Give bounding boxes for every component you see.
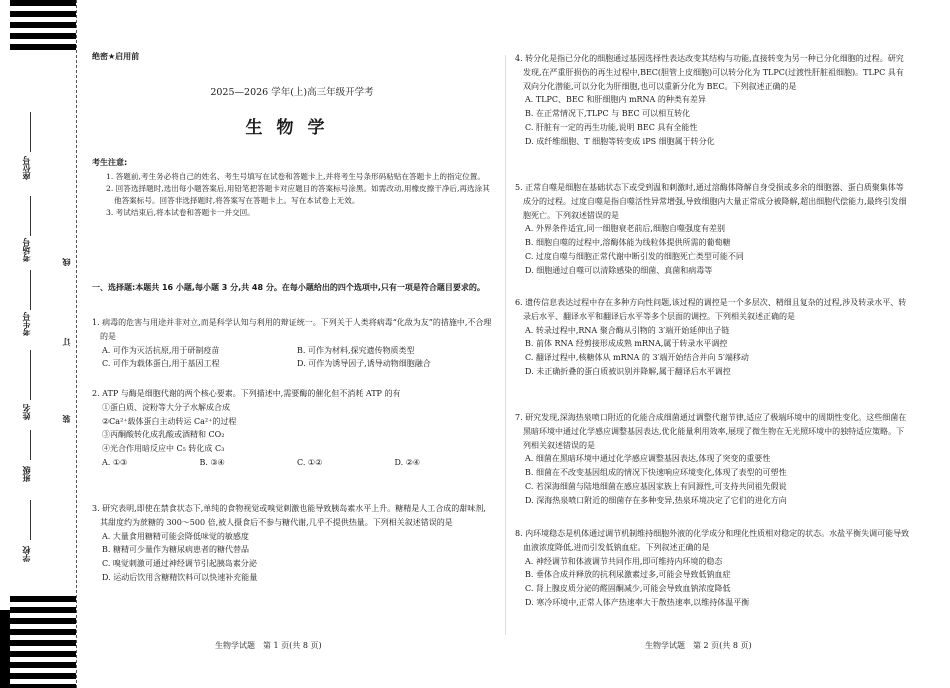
room-line (30, 196, 31, 236)
option-c: C. 翻译过程中,核糖体从 mRNA 的 3′端开始结合并向 5′端移动 (525, 353, 749, 362)
option-d: D. 深海热泉喷口附近的细菌存在多种变异,热泉环境决定了它们的进化方向 (525, 495, 787, 505)
option-a: A. 大量食用糖精可能会降低味觉的敏感度 (102, 531, 249, 541)
option-b: B. 在正常情况下,TLPC 与 BEC 可以相互转化 (525, 109, 691, 118)
option-b: B. 细菌在不改变基因组成的情况下快速响应环境变化,体现了表型的可塑性 (525, 468, 787, 477)
option-c: C. ①② (297, 457, 323, 467)
option-d: D. 成纤维细胞、T 细胞等转变成 iPS 细胞属于转分化 (525, 136, 715, 146)
cut-line (76, 0, 77, 688)
question-3 (92, 502, 492, 585)
binding-strip (0, 0, 80, 688)
statement-4: ④光合作用暗反应中 C₅ 转化成 C₃ (102, 444, 225, 453)
question-6 (515, 296, 910, 379)
bind-ding: 订 (62, 338, 71, 346)
section-heading: 一、选择题:本题共 16 小题,每小题 3 分,共 48 分。在每小题给出的四个选项中,只有一项是符合题目要求的。 (92, 283, 485, 292)
footer-page-1: 生物学试题 第 1 页(共 8 页) (215, 641, 322, 650)
column-separator (505, 55, 506, 635)
option-a: A. TLPC、BEC 和肝细胞内 mRNA 的种类有差异 (525, 95, 706, 105)
name-line (30, 350, 31, 400)
seat-label: 座位号 (22, 156, 31, 180)
option-c: C. 过度自噬与细胞正常代谢中断引发的细胞死亡类型可能不同 (525, 251, 744, 261)
seat-line (30, 112, 31, 152)
question-stem: 6. 遗传信息表达过程中存在多种方向性问题,该过程的调控是一个多层次、精细且复杂的过程,涉及转录水平、转录后水平、翻译水平和翻译后水平等多个层面的调控。下列相关叙述正确的是 (515, 298, 907, 321)
option-c: C. 肾上腺皮质分泌的醛固酮减少,可能会导致血钠浓度降低 (525, 584, 731, 593)
secret-label: 绝密★启用前 (92, 52, 140, 61)
footer-page-2: 生物学试题 第 2 页(共 8 页) (645, 641, 752, 650)
question-stem: 5. 正常自噬是细胞在基础状态下或受到温和刺激时,通过溶酶体降解自身受损或多余的细胞器、蛋白质聚集体等成分的过程。过度自噬是指自噬活性异常增强,导致细胞内大量正常成分被降解,超出细胞代偿能力,最终引发细胞死亡。下列叙述错误的是 (515, 183, 907, 220)
option-d: D. 寒冷环境中,正常人体产热速率大于散热速率,以维持体温平衡 (525, 597, 750, 607)
option-d: D. 可作为诱导因子,诱导动物细胞融合 (297, 359, 431, 369)
school-label: 学校 (22, 546, 31, 562)
name-label: 姓名 (22, 404, 31, 420)
note-item: 2. 回答选择题时,选出每小题答案后,用铅笔把答题卡对应题目的答案标号涂黑。如需改动,用橡皮擦干净后,再选涂其他答案标号。回答非选择题时,将答案写在答题卡上。写在本试卷上无效。 (106, 184, 490, 205)
note-item: 3. 考试结束后,将本试卷和答题卡一并交回。 (106, 207, 255, 217)
bind-xian: 线 (62, 258, 71, 266)
option-c: C. 肝脏有一定的再生功能,说明 BEC 具有全能性 (525, 122, 698, 132)
option-b: B. 垂体合成并释放的抗利尿激素过多,可能会导致低钠血症 (525, 570, 731, 580)
option-a: A. 可作为灭活抗原,用于研制疫苗 (102, 345, 220, 355)
statement-1: ①蛋白质、淀粉等大分子水解成合成 (102, 402, 230, 412)
exam-title: 2025—2026 学年(上)高三年级开学考 (210, 87, 374, 98)
question-4 (515, 52, 910, 148)
black-block (0, 610, 10, 688)
option-b: B. ③④ (199, 457, 225, 467)
option-d: D. ②④ (394, 457, 421, 467)
option-c: C. 嗅觉刺激可通过神经调节引起胰岛素分泌 (102, 559, 257, 568)
question-stem: 4. 转分化是指已分化的细胞通过基因选择性表达改变其结构与功能,直接转变为另一种已分化细胞的过程。研究发现,在严重肝损伤的再生过程中,BEC(胆管上皮细胞)可以转分化为 TLPC(过渡性肝脏祖细胞)。TLPC 具有双向分化潜能,可以分化为肝细胞,也可以重新分化为 BEC。下列叙述正确的是 (515, 54, 904, 91)
exam-no-label: 考生号 (22, 312, 31, 336)
option-c: C. 若深海细菌与陆地细菌在感应基因家族上有同源性,可支持共同祖先假说 (525, 481, 787, 491)
class-line (30, 430, 31, 460)
option-a: A. 神经调节和体液调节共同作用,即可维持内环境的稳态 (525, 556, 723, 566)
question-stem: 7. 研究发现,深海热泉喷口附近的化能合成细菌通过调整代谢节律,适应了极端环境中的周期性变化。这些细菌在黑暗环境中通过化学感应调整基因表达,优化能量利用效率,展现了微生物在无光照环境中的独特适应策略。下列相关叙述错误的是 (515, 413, 907, 450)
option-d: D. 未正确折叠的蛋白质被识别并降解,属于翻译后水平调控 (525, 366, 731, 376)
option-b: B. 细胞自噬的过程中,溶酶体能为线粒体提供所需的葡萄糖 (525, 238, 731, 247)
barcode-top (10, 0, 76, 50)
statement-3: ③丙酮酸转化成乳酸或酒精和 CO₂ (102, 430, 225, 440)
question-8 (515, 527, 910, 610)
option-d: D. 细胞通过自噬可以清除感染的细菌、真菌和病毒等 (525, 265, 713, 275)
question-stem: 2. ATP 与酶是细胞代谢的两个核心要素。下列描述中,需要酶的催化但不消耗 ATP 的有 (92, 389, 401, 398)
question-stem: 8. 内环境稳态是机体通过调节机制维持细胞外液的化学成分和理化性质相对稳定的状态。水盐平衡失调可能导致血液浓度降低,进而引发低钠血症。下列叙述正确的是 (515, 529, 910, 552)
school-line (30, 500, 31, 540)
bind-zhuang: 装 (62, 415, 71, 423)
question-1 (92, 316, 492, 371)
option-a: A. 细菌在黑暗环境中通过化学感应调整基因表达,体现了突变的重要性 (525, 454, 771, 464)
option-b: B. 可作为材料,探究遗传物质类型 (297, 345, 415, 355)
notes-block (92, 158, 492, 219)
question-stem: 3. 研究表明,即使在禁食状态下,单纯的食物视觉或嗅觉刺激也能导致胰岛素水平上升。糖精是人工合成的甜味剂,其甜度约为蔗糖的 300～500 倍,被人摄食后不参与糖代谢,几乎不提供热量。下列相关叙述错误的是 (92, 504, 486, 527)
option-a: A. 外界条件适宜,同一细胞衰老前后,细胞自噬强度有差别 (525, 224, 725, 234)
notes-heading: 考生注意: (92, 158, 128, 167)
exam-no-line (30, 270, 31, 310)
question-5 (515, 181, 910, 277)
option-b: B. 糖精可少量作为糖尿病患者的糖代替品 (102, 545, 249, 555)
subject-title: 生物学 (245, 118, 339, 138)
option-a: A. 转录过程中,RNA 聚合酶从引物的 3′端开始延伸出子链 (525, 325, 730, 335)
statement-2: ②Ca²⁺载体蛋白主动转运 Ca²⁺的过程 (102, 416, 237, 426)
question-2 (92, 387, 492, 470)
option-a: A. ①③ (102, 457, 128, 467)
room-label: 考场号 (22, 238, 31, 262)
question-stem: 1. 病毒的危害与用途并非对立,而是科学认知与利用的辩证统一。下列关于人类将病毒“化敌为友”的措施中,不合理的是 (92, 318, 492, 341)
option-c: C. 可作为载体蛋白,用于基因工程 (102, 359, 220, 369)
barcode-bottom (10, 596, 76, 688)
note-item: 1. 答题前,考生务必将自己的姓名、考生号填写在试卷和答题卡上,并将考生号条形码粘贴在答题卡上的指定位置。 (106, 171, 485, 181)
question-7 (515, 411, 910, 507)
option-d: D. 运动后饮用含糖精饮料可以快速补充能量 (102, 572, 258, 582)
option-b: B. 前体 RNA 经剪接形成成熟 mRNA,属于转录水平调控 (525, 339, 728, 349)
class-label: 班级 (22, 466, 31, 482)
